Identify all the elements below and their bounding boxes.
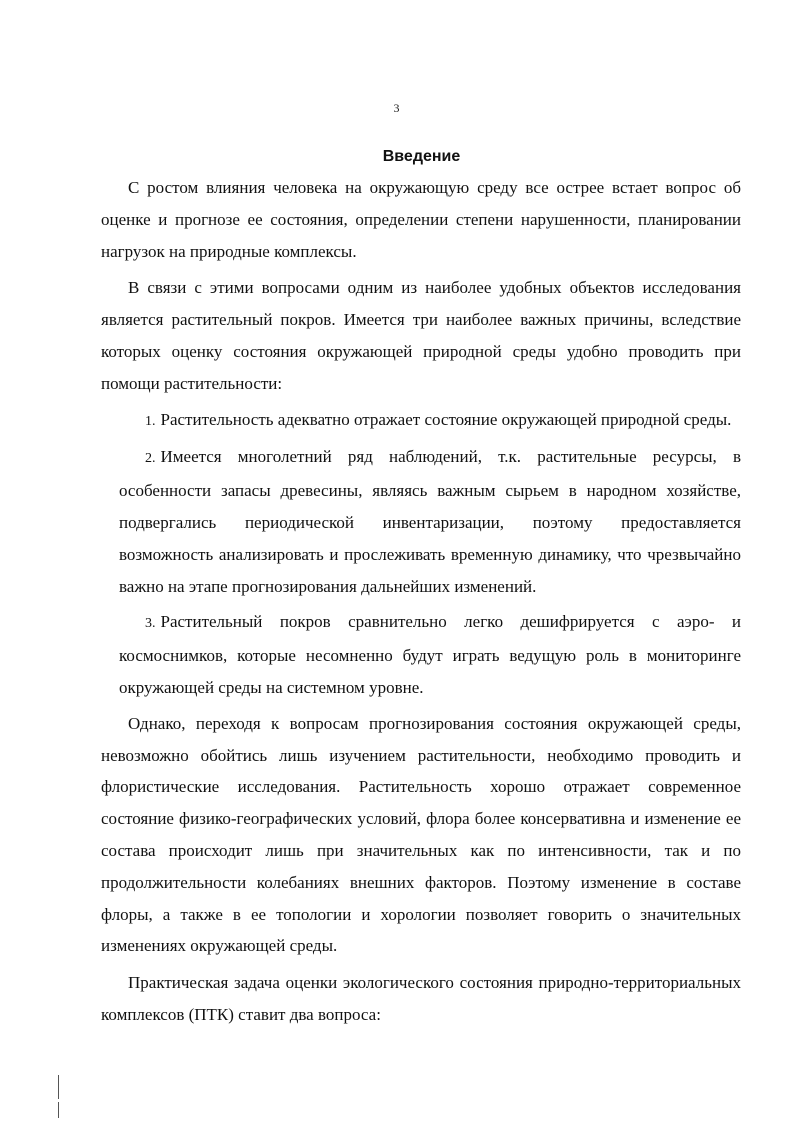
list-item: [119, 606, 741, 703]
list-item: [119, 404, 741, 438]
paragraph-reasons: В связи с этими вопросами одним из наиболее удобных объектов исследования является растительный покров. Имеется три наиболее важных причины, вследствие которых оценку состояния окружающей природной среды удобно проводить при помощи растительности:: [101, 278, 741, 393]
paragraph-intro: С ростом влияния человека на окружающую среду все острее встает вопрос об оценке и прогнозе ее состояния, определении степени нарушенности, планировании нагрузок на природные комплексы.: [101, 178, 741, 261]
reasons-list: [101, 404, 741, 704]
margin-scan-mark: [58, 1075, 59, 1099]
paragraph-practical-task: Практическая задача оценки экологического состояния природно-территориальных комплексов (ПТК) ставит два вопроса:: [101, 973, 741, 1024]
margin-scan-mark: [58, 1102, 59, 1118]
list-item-text: Растительный покров сравнительно легко дешифрируется с аэро- и космоснимков, которые несомненно будут играть ведущую роль в мониторинге окружающей среды на системном уровне.: [119, 612, 741, 697]
list-item-text: Имеется многолетний ряд наблюдений, т.к. растительные ресурсы, в особенности запасы древесины, являясь важным сырьем в народном хозяйстве, подвергались периодической инвентаризации, поэтому предоставляется возможность анализировать и прослеживать временную динамику, что чрезвычайно важно на этапе прогнозирования дальнейших изменений.: [119, 447, 741, 596]
list-item-number: 1.: [145, 413, 156, 429]
section-title: Введение: [382, 148, 461, 165]
list-item-text: Растительность адекватно отражает состояние окружающей природной среды.: [160, 409, 732, 429]
paragraph-flora: Однако, переходя к вопросам прогнозирования состояния окружающей среды, невозможно обойтись лишь изучением растительности, необходимо проводить и флористические исследования. Растительность хорошо отражает современное состояние физико-географических условий, флора более консервативна и изменение ее состава происходит лишь при значительных как по интенсивности, так и по продолжительности колебаниях внешних факторов. Поэтому изменение в составе флоры, а также в ее топологии и хорологии позволяет говорить о значительных изменениях окружающей среды.: [101, 713, 741, 956]
list-item-number: 2.: [145, 451, 156, 467]
body-text: [101, 172, 741, 1031]
list-item-number: 3.: [145, 616, 156, 632]
page-number: 3: [393, 101, 400, 115]
list-item: [119, 441, 741, 602]
